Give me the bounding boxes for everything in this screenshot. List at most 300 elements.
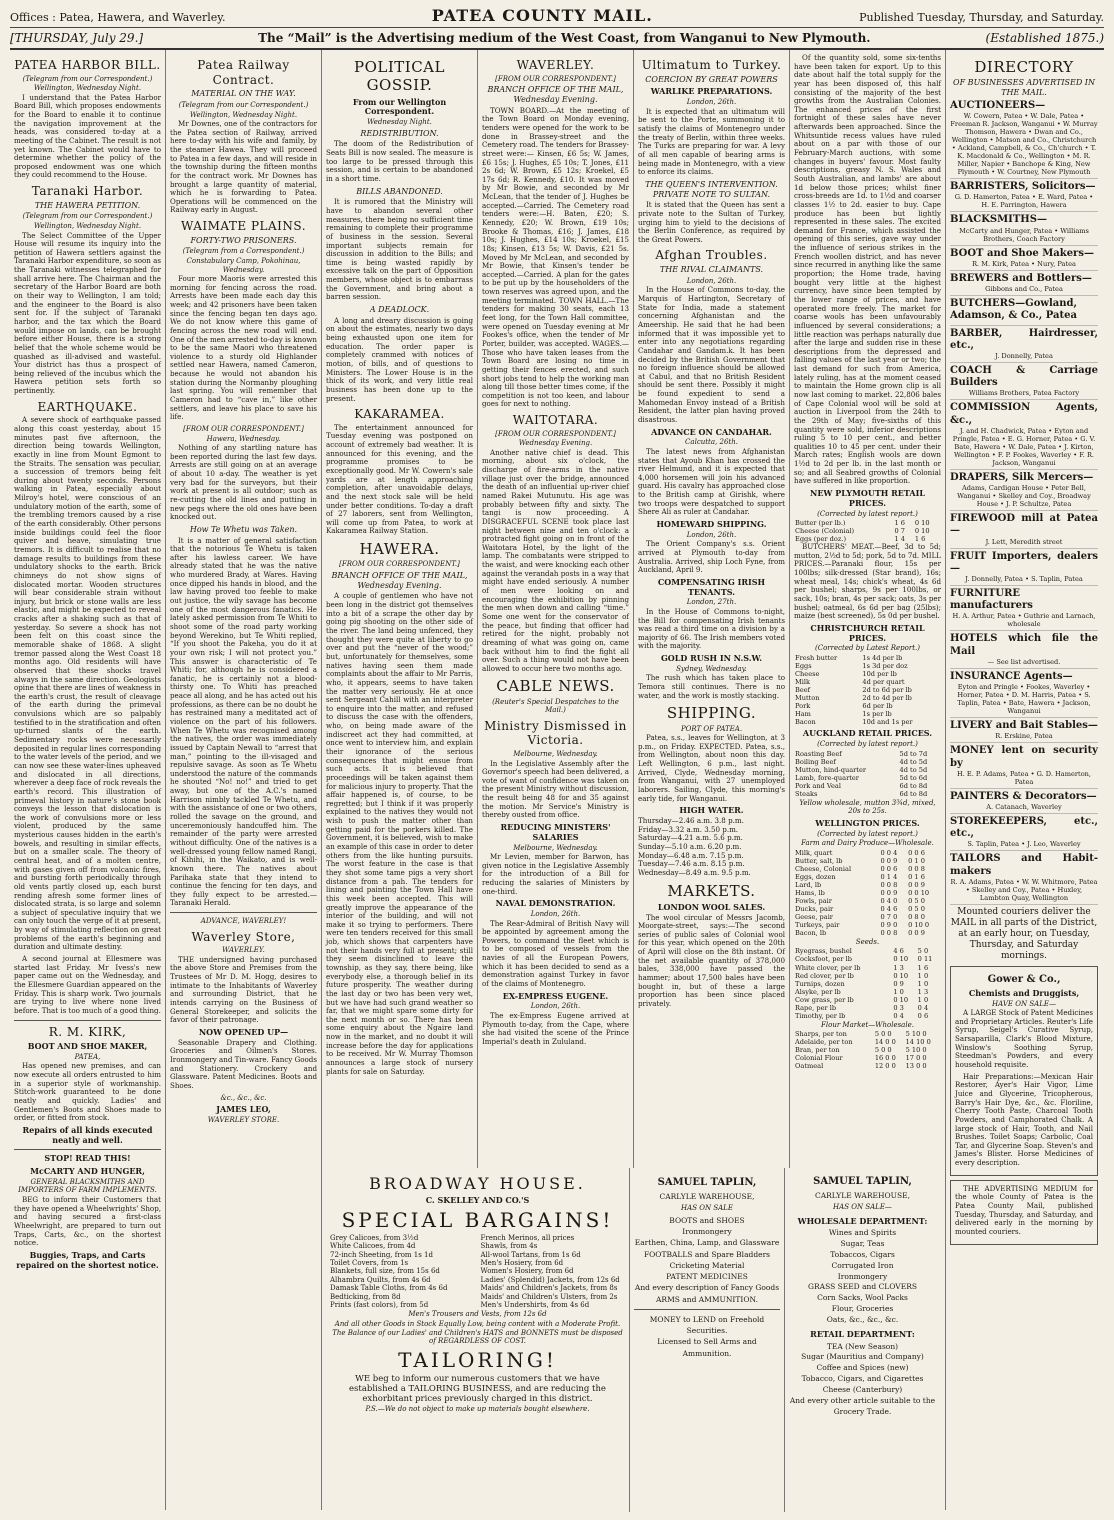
bargain-mid: Men's Trousers and Vests, from 12s 6d bbox=[408, 1310, 547, 1319]
article-body: A long and dreary discussion is going on about the estimates, nearly two days being exhausted upon one item for education. The order paper is completely crammed with notices of motion, of bills, and of questions to Ministers. The Lower House is in the thick of its work, and very little real business has been done up to the present. bbox=[326, 315, 473, 403]
price-value: 1s 4d per lb bbox=[862, 653, 903, 662]
headline: WAITOTARA. bbox=[512, 413, 599, 428]
article-body: The Rear-Admiral of British Navy will be appointed by agreement among the Powers, to command the fleet which is to be composed of vessels from the navies of all the European Powers, which it has been decided to send as a demonstration against Turkey in favor of the claims of Montenegro. bbox=[482, 918, 629, 989]
tailoring-body: WE beg to inform our numerous customers that we have established a TAILORING BUSINESS, and are reducing the exhorbitant prices previously charged in this district. bbox=[349, 1373, 606, 1405]
price-value: 10d and 1s per bbox=[862, 718, 913, 727]
table-row bbox=[794, 654, 941, 662]
subheadline: THE QUEEN'S INTERVENTION. PRIVATE NOTE TO SULTAN. bbox=[645, 179, 778, 199]
masthead bbox=[10, 6, 1104, 28]
subheadline: HIGH WATER. bbox=[679, 805, 744, 816]
list-item bbox=[950, 720, 1098, 743]
price-value: 0 0 8 bbox=[880, 880, 898, 889]
article-body: Four more Maoris were arrested this morning for fencing across the road. Arrests have been made each day this week; and 42 prisoners have been taken since the fencing began ten days ago. We do not know where this game of fencing across the new road will end. One of the men arrested to-day is known to be the same Maori who threatened violence to a sturdy old Highlander settled near Hawera, named Cameron, because he would not abandon his station during the Normanby ploughing last spring. You will remember that Cameron had to “cave in,” like other settlers, and leave his place to save his life. bbox=[170, 274, 317, 422]
price-value: 0 4 6 bbox=[880, 904, 898, 913]
price-item: Geese, pair bbox=[795, 912, 833, 921]
divider bbox=[14, 1020, 161, 1021]
subhead bbox=[10, 28, 1104, 50]
price-value: 0 0 6 bbox=[908, 848, 925, 857]
price-item: Butter, salt, lb bbox=[795, 856, 843, 865]
advert-etc: &c., &c., &c. bbox=[220, 1093, 267, 1102]
table-row bbox=[794, 710, 941, 718]
directory-names: Gibbons and Co., Patea bbox=[985, 285, 1063, 294]
bargain-lists bbox=[330, 1234, 625, 1310]
directory-heading: FIREWOOD mill at Patea— bbox=[950, 513, 1098, 537]
price-item: Adelaide, per ton bbox=[795, 1038, 853, 1047]
table-row bbox=[794, 758, 941, 766]
table-row bbox=[794, 996, 941, 1004]
price-value: 5 0 bbox=[917, 947, 929, 956]
price-value: 0 0 9 bbox=[908, 928, 925, 937]
list-item bbox=[950, 551, 1098, 586]
directory-names: A. Catanach, Waverley bbox=[986, 802, 1062, 811]
dateline: Melbourne, Wednesday. bbox=[513, 843, 598, 852]
headline: CABLE NEWS. bbox=[496, 677, 615, 696]
dateline: Melbourne, Wednesday. bbox=[513, 750, 598, 759]
advert-trade: Chemists and Druggists, bbox=[968, 987, 1080, 998]
advert-body: THE ADVERTISING MEDIUM for the whole County of Patea is the Patea County Mail, published Tuesday, Thursday, and Saturday, and delivered early in the morning by mounted couriers. bbox=[955, 1183, 1093, 1236]
article-body: It is rumored that the Ministry will have to abandon several other measures, there being no sufficient time remaining to complete their programme of business in the session. Several important subjects remain for discussion in addition to the Bills; and time is being wasted rapidly by excessive talk on the part of Opposition members, whose object is to embarrass the Government, and bring about a barren session. bbox=[326, 197, 473, 302]
price-item: Bacon, lb bbox=[795, 928, 827, 937]
dateline: Wellington, Wednesday Night. bbox=[33, 84, 142, 93]
tide-row: Saturday—4.21 a.m. 5.6 p.m. bbox=[638, 833, 743, 843]
list-item bbox=[950, 365, 1098, 400]
list-item bbox=[950, 816, 1098, 851]
directory-names: Williams Brothers, Patea Factory bbox=[968, 389, 1080, 398]
price-value: 2d to 4d per lb bbox=[862, 694, 912, 703]
paper-title: PATEA COUNTY MAIL. bbox=[431, 6, 653, 25]
directory-heading: DRAPERS, Silk Mercers— bbox=[950, 471, 1094, 483]
table-row bbox=[794, 718, 941, 726]
price-value: 4 6 bbox=[893, 947, 904, 956]
published-line: Published Tuesday, Thursday, and Saturday. bbox=[859, 11, 1104, 24]
price-value: 12 0 0 bbox=[874, 1062, 896, 1071]
price-value: 6d per lb bbox=[862, 702, 893, 711]
list-item: Maids' and Children's Jackets, from 8s bbox=[480, 1284, 618, 1293]
price-item: Colonial Flour bbox=[795, 1054, 843, 1063]
price-item: Fresh butter bbox=[795, 653, 838, 662]
article-body: Nothing of any startling nature has been reported during the last few days. Arrests are still going on at an average of about 10 a-day. The weather is yet very bad for the surveyors, but their work at present is all outdoor; such as re-cutting the old lines and putting in new pegs where the old ones have been knocked out. bbox=[170, 443, 317, 522]
article-body: The Orient Company's s.s. Orient arrived at Plymouth to-day from Australia. Arrived, ship Loch Fyne, from Auckland, April 9. bbox=[638, 539, 785, 575]
list-item: Grey Calicoes, from 3½d bbox=[330, 1233, 419, 1242]
dateline: London, 27th. bbox=[686, 598, 737, 607]
list-item bbox=[950, 273, 1098, 296]
price-value: 0 0 9 bbox=[908, 880, 925, 889]
subheadline: THE HAWERA PETITION. bbox=[34, 200, 141, 210]
directory-heading: BARRISTERS, Solicitors— bbox=[950, 181, 1096, 193]
advert-foot: Buggies, Traps, and Carts repaired on the shortest notice. bbox=[16, 1249, 159, 1270]
price-value: 5d to 6d bbox=[899, 773, 928, 782]
list-item: Ladies' (Splendid) Jackets, from 12s 6d bbox=[480, 1275, 620, 1284]
dateline: Constabulary Camp, Pokohinau, Wednesday. bbox=[186, 257, 301, 274]
advert-name: McCARTY AND HUNGER, bbox=[30, 1166, 145, 1177]
price-sub: Seeds. bbox=[855, 937, 880, 946]
advert-body: THE undersigned having purchased the above Store and Premises from the Trustees of Mr D. M. Hogg, desires to intimate to the Inhabitants of Waverley and surrounding District, that he intends carrying on the Business of General Storekeeper, and solicits the favor of their patronage. bbox=[170, 954, 317, 1025]
article-body: Mr Downes, one of the contractors for the Patea section of Railway, arrived here to-day with his wife and family, by the steamer Hawea. They will proceed to Patea in a few days, and will reside in the township during the fifteen months for the contract work. Mr Downes has brought a large quantity of material, which he is forwarding to Patea. Operations will be commenced on the Railway early in August. bbox=[170, 119, 317, 215]
price-value: 0 0 8 bbox=[908, 864, 925, 873]
price-value: 0 1 0 bbox=[908, 856, 925, 865]
divider bbox=[634, 1309, 780, 1310]
subheadline: REDUCING MINISTERS' SALARIES bbox=[500, 822, 611, 842]
mccarty-advert bbox=[14, 1154, 161, 1270]
price-item: Red clover, per lb bbox=[795, 971, 854, 980]
price-item: Rape, per lb bbox=[795, 1003, 837, 1012]
headline: WAIMATE PLAINS. bbox=[180, 219, 307, 234]
list-item bbox=[950, 791, 1098, 814]
price-item: Pork bbox=[795, 702, 811, 711]
directory-subtitle: OF BUSINESSES ADVERTISED IN THE MAIL. bbox=[953, 78, 1095, 98]
advert-town: PATEA, bbox=[74, 1052, 101, 1061]
table-row bbox=[794, 929, 941, 937]
price-item: Milk bbox=[795, 678, 810, 687]
established: (Established 1875.) bbox=[985, 31, 1104, 45]
advert-list: Seasonable Drapery and Clothing. Groceries and Oilmen's Stores. Ironmongery and Tin-ware. Fancy Goods and Stationery. Crockery and Glassware. Patent Medicines. Boots and Shoes. bbox=[170, 1037, 317, 1090]
dateline: London, 26th. bbox=[530, 1002, 581, 1011]
headline: Patea Railway Contract. bbox=[197, 58, 290, 87]
source: (Telegram from our Correspondent.) bbox=[22, 74, 153, 83]
tailoring-banner: TAILORING! bbox=[398, 1347, 557, 1372]
directory-names: McCarty and Hunger, Patea • Williams Brothers, Coach Factory bbox=[959, 226, 1089, 243]
table-row bbox=[794, 774, 941, 782]
tide-row: Friday—3.32 a.m. 3.50 p.m. bbox=[638, 824, 739, 834]
dateline: Sydney, Wednesday. bbox=[676, 664, 747, 673]
dateline: Wellington, Wednesday Night. bbox=[189, 110, 298, 119]
kirk-advert bbox=[14, 1025, 161, 1146]
advert-house: CARLYLE WAREHOUSE, bbox=[659, 1192, 755, 1201]
subheadline: EX-EMPRESS EUGENE. bbox=[502, 990, 609, 1001]
advert-dept: WHOLESALE DEPARTMENT: bbox=[797, 1215, 928, 1226]
source: (Telegram from our Correspondent.) bbox=[22, 212, 153, 221]
price-item: White clover, per lb bbox=[795, 963, 861, 972]
table-row bbox=[794, 1062, 941, 1070]
directory-heading: TAILORS and Habit-makers bbox=[950, 853, 1098, 877]
price-item: Lamb, fore-quarter bbox=[795, 773, 859, 782]
list-item: Sugar, Teas bbox=[840, 1238, 885, 1248]
price-item: Alsyke, per lb bbox=[795, 987, 841, 996]
advertising-notice bbox=[950, 1180, 1098, 1245]
advert-firm: C. SKELLEY AND CO.'S bbox=[425, 1195, 530, 1206]
price-item: Fowls, pair bbox=[795, 896, 832, 905]
subheadline: LONDON WOOL SALES. bbox=[657, 901, 766, 912]
price-value: 0 10 bbox=[914, 519, 930, 528]
advert-name: SAMUEL TAPLIN, bbox=[813, 1176, 912, 1187]
price-value: 5 10 0 bbox=[905, 1030, 927, 1039]
price-value: 4d per quart bbox=[862, 678, 905, 687]
advert-name: Waverley Store, bbox=[191, 929, 296, 944]
list-item: TEA (New Season) bbox=[826, 1341, 899, 1351]
price-value: 1 6 bbox=[917, 963, 929, 972]
list-item: Tobaccos, Cigars bbox=[830, 1249, 895, 1259]
directory-names: H. A. Arthur, Patea • Guthrie and Larnach, wholesale bbox=[952, 612, 1096, 629]
directory-heading: LIVERY and Bait Stables— bbox=[950, 720, 1098, 732]
price-item: Turkeys, pair bbox=[795, 920, 840, 929]
directory-heading: BOOT and Shoe Makers— bbox=[950, 247, 1094, 259]
article-body: The entertainment announced for Tuesday evening was postponed on account of extremely bad weather. It is announced for this evening, and the programme promises to be exceptionally good. Mr W. Cowern's sale yards are at length approaching completion, after unavoidable delays, and the next stock sale will be held under better conditions. To-day a draft of 27 laborers, sent from Wellington, will come up from Patea, to work at Kakaramea Railway Station. bbox=[326, 422, 473, 536]
directory-names: — See list advertised. bbox=[987, 657, 1061, 666]
price-value: 14 0 0 bbox=[874, 1038, 896, 1047]
advert-body: Has opened new premises, and can now execute all orders entrusted to him in a superior style of workmanship. Stitch-work guaranteed to be done neatly and quickly. Ladies' and Gentlemen's Boots and Shoes made to order, or fitted from stock. bbox=[14, 1061, 161, 1123]
directory-title: DIRECTORY bbox=[974, 58, 1074, 76]
dateline: London, 26th. bbox=[686, 530, 737, 539]
list-item: Ironmongery bbox=[837, 1271, 888, 1281]
price-value: 0 1 6 bbox=[908, 872, 925, 881]
price-value: 5d to 7d bbox=[899, 749, 928, 758]
list-item: Ironmongery bbox=[682, 1227, 732, 1236]
list-item: Prints (fast colors), from 5d bbox=[330, 1300, 429, 1309]
advert-title: BROADWAY HOUSE. bbox=[369, 1174, 586, 1193]
list-item bbox=[950, 248, 1098, 271]
advert-town: WAVERLEY. bbox=[222, 946, 265, 955]
price-value: 0 10 bbox=[914, 527, 930, 536]
list-item bbox=[950, 214, 1098, 245]
list-item: Men's Undershirts, from 4s 6d bbox=[480, 1300, 590, 1309]
price-value: 4d to 5d bbox=[899, 765, 928, 774]
price-item: Mutton bbox=[795, 694, 820, 703]
table-row bbox=[794, 905, 941, 913]
list-item: Oats, &c., &c., &c. bbox=[826, 1315, 899, 1325]
directory-names: H. E. P. Adams, Patea • G. D. Hamerton, Patea bbox=[956, 769, 1092, 786]
price-value: 5 0 0 bbox=[874, 1030, 892, 1039]
price-value: 1 3 bbox=[917, 987, 929, 996]
price-table bbox=[794, 654, 941, 726]
price-value: 0 8 0 bbox=[908, 912, 925, 921]
bargain-list-right bbox=[481, 1234, 626, 1310]
advert-now: NOW OPENED UP— bbox=[198, 1026, 289, 1037]
price-item: Cow grass, per lb bbox=[795, 995, 854, 1004]
price-title: CHRISTCHURCH RETAIL PRICES. bbox=[810, 622, 925, 643]
tide-row: Monday—6.48 a.m. 7.15 p.m. bbox=[638, 850, 744, 860]
price-item: Eggs (per doz.) bbox=[795, 535, 847, 544]
subheadline: BILLS ABANDONED. bbox=[356, 186, 443, 196]
source: [FROM OUR CORRESPONDENT.] bbox=[495, 429, 616, 438]
subheadline: FORTY-TWO PRISONERS. bbox=[190, 235, 297, 245]
list-item: Earthen, China, Lamp, and Glassware bbox=[634, 1238, 780, 1248]
list-item bbox=[950, 588, 1098, 631]
price-title: WELLINGTON PRICES. bbox=[815, 817, 920, 828]
directory-heading: COMMISSION Agents, &c., bbox=[950, 402, 1098, 426]
directory-heading: FRUIT Importers, dealers— bbox=[950, 550, 1098, 574]
table-row bbox=[794, 873, 941, 881]
price-value: 17 0 0 bbox=[905, 1054, 927, 1063]
directory-heading: BREWERS and Bottlers— bbox=[950, 272, 1092, 284]
price-table bbox=[794, 519, 941, 543]
headline: Ministry Dismissed in Victoria. bbox=[484, 718, 627, 748]
headline: Ultimatum to Turkey. bbox=[641, 58, 782, 72]
list-item: Sugar (Mauritius and Company) bbox=[801, 1352, 924, 1362]
subheadline: BRANCH OFFICE OF THE MAIL, Wednesday Evening. bbox=[331, 570, 468, 590]
price-item: Cheese, Colonial bbox=[795, 864, 852, 873]
tagline: The “Mail” is the Advertising medium of the West Coast, from Wanganui to New Plymouth. bbox=[258, 31, 871, 45]
list-item: Wines and Spirits bbox=[828, 1228, 897, 1238]
price-value: 2d to 6d per lb bbox=[862, 686, 912, 695]
table-row bbox=[794, 881, 941, 889]
list-item: Flour, Groceries bbox=[831, 1304, 894, 1314]
table-row bbox=[794, 857, 941, 865]
list-item bbox=[950, 745, 1098, 788]
table-row bbox=[794, 1038, 941, 1046]
offices-line: Offices : Patea, Hawera, and Waverley. bbox=[10, 11, 226, 24]
headline: POLITICAL GOSSIP. bbox=[354, 58, 445, 95]
price-title: AUCKLAND RETAIL PRICES. bbox=[802, 728, 933, 739]
source: From our Wellington Correspondent. bbox=[352, 96, 447, 117]
table-row bbox=[794, 955, 941, 963]
advert-name: Gower & Co., bbox=[987, 973, 1061, 985]
headline: SHIPPING. bbox=[666, 704, 757, 723]
article-body: A second journal at Ellesmere was started last Friday. Mr Ivess's new paper came out on the Wednesday, and the Ellesmere Guardian appeared on the Friday. This is sharp work. Two journals are trying to live where none lived before. That is too much of a good thing. bbox=[14, 954, 161, 1015]
advert-head: STOP! READ THIS! bbox=[44, 1153, 131, 1164]
directory-heading: FURNITURE manufacturers bbox=[950, 587, 1033, 612]
price-value: 10d per lb bbox=[862, 670, 897, 679]
list-item: PATENT MEDICINES bbox=[666, 1272, 748, 1281]
list-item bbox=[950, 671, 1098, 718]
price-table bbox=[794, 849, 941, 937]
price-sub: (Corrected by latest report.) bbox=[817, 829, 918, 838]
dateline: London, 26th. bbox=[686, 98, 737, 107]
dateline: Calcutta, 26th. bbox=[685, 438, 738, 447]
list-item: Cricketing Material bbox=[669, 1260, 745, 1270]
list-item: Shawls, from 4s bbox=[480, 1242, 538, 1251]
license-notice: Licensed to Sell Arms and Ammunition. bbox=[657, 1337, 757, 1358]
price-table bbox=[794, 1030, 941, 1070]
advert-body: Hair Preparations:—Mexican Hair Restorer, Ayer's Hair Vigor, Lime Juice and Glycerine, Tricopherous, Barry's Hair Dye, &c., &c. Floriline, Cherry Tooth Paste, Charcoal Tooth Powders, and Camphorated Chalk. A large stock of Hair, Tooth, and Nail Brushes. Toilet Soaps; Carbolic, Coal Tar, and Glycerine Soap. Steven's and James's Blister. Horse Medicines of every description. bbox=[955, 1071, 1093, 1168]
table-row bbox=[794, 972, 941, 980]
list-item bbox=[950, 853, 1098, 904]
bargain-list-left bbox=[330, 1234, 475, 1310]
directory-heading: COACH & Carriage Builders bbox=[950, 364, 1098, 389]
price-item: Butter (per lb.) bbox=[795, 519, 846, 528]
price-value: 0 3 bbox=[893, 1003, 904, 1012]
table-row bbox=[794, 921, 941, 929]
price-value: 0 11 bbox=[917, 955, 933, 964]
price-value: 0 10 bbox=[893, 955, 909, 964]
price-item: Eggs, dozen bbox=[795, 872, 836, 881]
headline: Taranaki Harbor. bbox=[31, 184, 144, 199]
directory-names: S. Taplin, Patea • J. Leo, Waverley bbox=[967, 840, 1081, 849]
directory-names: J. Donnelly, Patea bbox=[995, 351, 1053, 360]
price-title: NEW PLYMOUTH RETAIL PRICES. bbox=[810, 488, 925, 508]
source: (Telegram from our Correspondent.) bbox=[178, 101, 309, 109]
table-row bbox=[794, 527, 941, 535]
price-item: Eggs bbox=[795, 661, 812, 670]
article-body: BUTCHERS' MEAT.—Beef, 3d to 5d; mutton, 2½d to 5d; pork, 5d to 7d. MILL PRICES.—Paranaki flour, 15s per 100lbs; silk-dressed (Star brand), 16s; wheat meal, 14s; chick's wheat, 4s 6d per bushel; sharps, 9s per 100lbs, or sack, 10s; bran, 4s per sack; oats, 3s per bushel; oatmeal, 6s 6d per bag (25lbs); maize (best screened), 5s 0d per bushel. bbox=[794, 542, 941, 621]
price-sub: (Corrected by latest report.) bbox=[817, 509, 918, 518]
money-notice: MONEY to LEND on Freehold Securities. bbox=[649, 1314, 765, 1335]
table-row bbox=[794, 1054, 941, 1062]
list-item: Women's Hosiery, from 6d bbox=[480, 1267, 574, 1276]
price-value: 1 4 bbox=[894, 535, 905, 544]
price-item: Boiling Beef bbox=[795, 757, 836, 766]
table-row bbox=[794, 988, 941, 996]
article-body: It is a matter of general satisfaction that the notorious Te Whetu is taken after his lawless career. We have already stated that he was the native who murdered Brady, at Wares. Having once dipped his hands in blood, and the law having proved too feeble to make out justice, the wily savage has become one of the most dangerous fanatics. He lately asked permission from Te Whiti to shoot some of the road party working beyond Werekino, but Te Whiti replied, “If you shoot the Pakeha, you do it at your own risk; I will not protect you.” This answer is characteristic of Te Whiti; for, although he is considered a fanatic, he is certainly not a blood-thirsty one. To Whiti has preached peace all along, and he has acted out his professions, as there can be no doubt he has restrained many a meditated act of violence on the part of his followers. When Te Whetu was recognised among the natives, the order was immediately issued by Captain Newall to “arrest that man,” pointing to the ill-visaged and repulsive savage. As soon as Te Whetu understood the nature of the commands he shouted “No! no!” and tried to get away, but one of the A.C.'s named Harrison nimbly tackled Te Whetu, and with the assistance of one or two others, rolled the savage on the ground, and unceremoniously handcuffed him. The remainder of the party were arrested without difficulty. One of the natives is a well-dressed young fellow named Rangi, of Kihihi, in the Waikato, and is well-known there. The natives about Parihaka state that they intend to continue the fencing for ten days, and they fully expect to be arrested.—Taranaki Herald. bbox=[170, 535, 317, 908]
advert-trade: BOOT AND SHOE MAKER, bbox=[27, 1041, 148, 1052]
table-row bbox=[794, 1004, 941, 1012]
price-item: Sharps, per ton bbox=[795, 1030, 847, 1039]
article-body: In the House of Commons to-day, the Marquis of Hartington, Secretary of State for India, made a statement concerning Afghanistan and the Ameership. He said that he had been informed that it was impossible yet to enter into any negotiations regarding Candahar and Gandam.k. It has been decided by the British Government that no foreign influence should be allowed at Cabul, and that no British Resident should be sent there. Possibly it might be found expedient to send a Mahomedan Envoy instead of a British Resident, the latter plan having proved disastrous. bbox=[638, 285, 785, 424]
list-item: French Merinos, all prices bbox=[480, 1233, 575, 1242]
directory-list bbox=[950, 100, 1098, 905]
source: [FROM OUR CORRESPONDENT.] bbox=[495, 74, 616, 83]
list-item bbox=[950, 513, 1098, 548]
table-row bbox=[794, 897, 941, 905]
bottom-ads bbox=[326, 1168, 940, 1512]
subheadline: COMPENSATING IRISH TENANTS. bbox=[657, 576, 766, 597]
advert-sale: HAS ON SALE bbox=[681, 1204, 733, 1213]
table-row bbox=[794, 889, 941, 897]
directory-heading: BLACKSMITHS— bbox=[950, 214, 1047, 226]
price-value: 0 6 bbox=[917, 1011, 929, 1020]
price-value: 0 10 0 bbox=[908, 920, 930, 929]
broadway-advert bbox=[326, 1168, 630, 1512]
article-body: TOWN BOARD.—At the meeting of the Town Board on Monday evening, tenders were opened for the work to be done in Brassey-street and the Cemetery road. The tenders for Brassey-street were:— Kinsen, £6 5s; W. James, £6 15s; J. Hughes, £5 10s; T. Jones, £11 2s 6d; W. Brown, £5 12s; Kroekel, £5 17s 6d; R. Kennedy, £10. It was moved by Mr Bowie, and seconded by Mr McLean, that the tender of J. Hughes be accepted.—Carried. The Cemetery road tenders were:—H. Baten, £20; S. Kennedy, £20; W. Brown, £19 10s; Brooke & Thomas, £16; J. James, £18 10s; J. Hughes, £14 10s; Kroekel, £15 18s; Kinsen, £13 5s; W. Davis, £21 5s. Moved by Mr McLean, and seconded by Mr Bowie, that Kinsen's tender be accepted.—Carried. A plan for the gates to be put up by the householders of the town reserves was agreed upon, and the meeting terminated. TOWN HALL.—The tenders for making 30 seats, each 13 feet long, for the Town Hall committee, were opened on Tuesday evening at Mr Fookes's office, when the tender of Mr Porter, builder, was accepted. WAGES.—Those who have taken leases from the Town Board are losing no time in getting their fences erected, and such short jobs tend to help the working man along till those better times come, if the competition is not too keen, and labour goes for next to nothing. bbox=[482, 105, 629, 409]
column-7 bbox=[946, 50, 1102, 1510]
table-row bbox=[794, 849, 941, 857]
table-row bbox=[794, 694, 941, 702]
price-value: 14 10 0 bbox=[905, 1038, 931, 1047]
price-value: 0 0 9 bbox=[880, 856, 898, 865]
directory-heading: BUTCHERS—Gowland, Adamson, & Co., Patea bbox=[950, 298, 1078, 322]
article-body: Patea, s.s., leaves for Wellington, at 3 p.m., on Friday. EXPECTED. Patea, s.s., from Wellington, about noon this day. Left Wellington, 6 p.m., last night. Arrived, Clyde, Wednesday morning, from Wanganui, with 27 unemployed laborers. Sailing, Clyde, this morning's early tide, for Wanganui. bbox=[638, 733, 785, 803]
price-item: Turnips, dozen bbox=[795, 979, 845, 988]
price-sub: (Corrected by latest report.) bbox=[817, 739, 918, 748]
list-item: Alhambra Quilts, from 4s 6d bbox=[330, 1275, 431, 1284]
table-row bbox=[794, 1030, 941, 1038]
tide-row: Sunday—5.10 a.m. 6.20 p.m. bbox=[638, 841, 742, 851]
price-value: 1 6 bbox=[894, 519, 905, 528]
directory-names: W. Cowern, Patea • W. Dale, Patea • Freeman R. Jackson, Wanganui • W. Murray Thomson, Hawera • Dwan and Co., Wellington • Matson and Co., Christchurch • Ackland, Campbell, & Co., Ch'church • T. K. Macdonald & Co., Wellington • M. R. Miller, Napier • Banchope & King, New Plymouth • W. Courtney, New Plymouth bbox=[950, 111, 1098, 177]
price-sub: Flour Market—Wholesale. bbox=[821, 1020, 914, 1029]
list-item: Corn Sacks, Wool Packs bbox=[817, 1293, 908, 1303]
price-item: Ham bbox=[795, 710, 811, 719]
price-item: Cheese (Colonial) bbox=[795, 527, 855, 536]
price-value: 1s per lb bbox=[862, 710, 892, 719]
price-value: 1s 3d per doz bbox=[862, 661, 908, 670]
source: (Telegram from a Correspondent.) bbox=[182, 247, 305, 256]
price-value: 6d to 8d bbox=[899, 781, 928, 790]
article-body: In the House of Commons to-night, the Bill for compensating Irish tenants was read a third time on a division by a majority of 66. The Irish members voted with the majority. bbox=[638, 606, 785, 651]
list-item: Cheese (Canterbury) bbox=[822, 1385, 903, 1395]
list-item: Blankets, full size, from 15s 6d bbox=[330, 1267, 440, 1276]
table-row bbox=[794, 519, 941, 527]
article-body: The Select Committee of the Upper House will resume its inquiry into the petition of Hawera settlers against the Taranaki Harbor expenditure, so soon as the Taranaki witnesses telegraphed for shall arrive here. The Chairman and the secretary of the Harbor Board are both on their way to Wellington, I am told; and the engineer to the Board is also sent for. If the subject of Taranaki harbor, and the tax which the Board would impose on lands, can be brought before either House, there is a strong belief that the whole scheme would be quashed as ill-advised and wasteful. Your district has thus a prospect of being relieved of the incubus which the Hawera petition sets forth so pertinently. bbox=[14, 230, 161, 396]
article-body: Another native chief is dead. This morning, about six o'clock, the discharge of fire-arms in the native village just over the bridge, announced the death of an influential up-river chief named Rakei Mutunutu. His age was probably between fifty and sixty. The tangi is now proceeding. A DISGRACEFUL SCENE took place last night between nine and ten o'clock: a protracted fight going on in front of the Waitotara Hotel, by the light of the lamp. The combatants were stripped to the waist, and were knocking each other against the verandah posts in a way that might have ended seriously. A number of men were looking on and encouraging the exhibition by pinning the men when down and calling “time.” Some one went for the conservator of the peace, but finding that officer had retired for the night, probably not dreaming of what was going on, came back without him to find the fight all over. Such a thing would not have been allowed to occur here two months ago. bbox=[482, 447, 629, 673]
list-item: Corrugated Iron bbox=[831, 1260, 894, 1270]
price-value: 0 4 bbox=[917, 1003, 929, 1012]
price-item: Cocksfoot, per lb bbox=[795, 955, 853, 964]
source: (Reuter's Special Despatches to the Mail.) bbox=[492, 697, 619, 715]
price-item: Mutton, hind-quarter bbox=[795, 765, 867, 774]
directory-names: R. A. Adams, Patea • W. W. Whitmore, Patea • Skelley and Coy., Patea • Huxley, Lambton Quay, Wellington bbox=[950, 877, 1098, 902]
advert-head: ADVANCE, WAVERLEY! bbox=[200, 917, 287, 926]
directory-names: J. Donnelly, Patea • S. Taplin, Patea bbox=[965, 574, 1083, 583]
advert-sub: HAVE ON SALE— bbox=[992, 999, 1056, 1008]
list-item bbox=[950, 402, 1098, 470]
divider bbox=[170, 912, 317, 913]
price-item: Bacon bbox=[795, 718, 816, 727]
list-item bbox=[950, 633, 1098, 668]
issue-date: [THURSDAY, July 29.] bbox=[10, 31, 144, 45]
table-row bbox=[794, 790, 941, 798]
bargain-all-other: And all other Goods in Stock Equally Low, being content with a Moderate Profit. bbox=[334, 1319, 621, 1328]
advert-name: R. M. KIRK, bbox=[48, 1024, 127, 1039]
subheadline: BRANCH OFFICE OF THE MAIL, Wednesday Evening. bbox=[487, 85, 624, 104]
list-item: 72-inch Sheeting, from 1s 1d bbox=[330, 1250, 433, 1259]
dateline: London, 26th. bbox=[530, 910, 581, 919]
price-value: 5 10 0 bbox=[905, 1046, 927, 1055]
table-row bbox=[794, 702, 941, 710]
advert-body: BEG to inform their Customers that they have opened a Wheelwrights' Shop, and having secured a first-class Wheelwright, are prepared to turn out Traps, Carts, &c., on the shortest notice. bbox=[14, 1194, 161, 1248]
advert-body: A LARGE Stock of Patent Medicines and Proprietary Articles. Reuter's Life Syrup, Seigel's Curative Syrup, Sarsaparilla, Clark's Blood Mixture, Winslow's Soothing Syrup, Steedman's Powders, and every household requisite. bbox=[955, 1008, 1093, 1070]
directory-names: G. D. Hamerton, Patea • E. Ward, Patea • H. E. Parrington, Hawera bbox=[954, 193, 1094, 210]
list-item: And every description of Fancy Goods bbox=[634, 1283, 780, 1293]
